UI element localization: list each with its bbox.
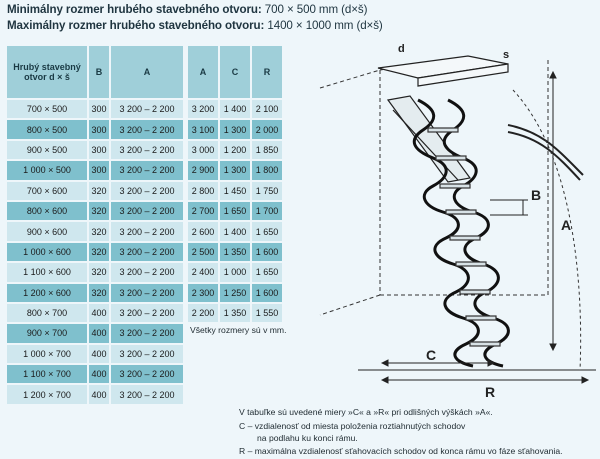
table-cell: 320 [89, 222, 109, 240]
table-cell: 3 200 – 2 200 [111, 222, 183, 240]
footnote-4: R – maximálna vzdialenosť sťahovacích schodov od konca rámu vo fáze sťahovania. [239, 446, 563, 456]
table-cell: 300 [89, 141, 109, 159]
table-cell: 1 750 [252, 182, 282, 200]
table-cell: 1 800 [252, 161, 282, 179]
footnote-2: C – vzdialenosť od miesta položenia roztiahnutých schodov [239, 421, 466, 431]
opening-row [7, 141, 183, 159]
table-cell: 3 000 [188, 141, 218, 159]
height-row [188, 161, 282, 179]
footnote-1: V tabuľke sú uvedené miery »C« a »R« pri odlišných výškách »A«. [239, 407, 493, 417]
table-cell: 300 [89, 100, 109, 118]
table-cell: 1 200 × 700 [7, 385, 87, 403]
max-dimension-line [7, 19, 383, 32]
table-cell: 3 200 – 2 200 [111, 100, 183, 118]
table-cell: 3 200 – 2 200 [111, 263, 183, 281]
height-row [188, 304, 282, 322]
table-cell: 700 × 600 [7, 182, 87, 200]
table-cell: 1 450 [220, 182, 250, 200]
table-cell: 320 [89, 182, 109, 200]
min-dimension-label: Minimálny rozmer hrubého stavebného otvoru: [7, 3, 262, 16]
table-cell: 900 × 700 [7, 324, 87, 342]
opening-row [7, 182, 183, 200]
opening-row [7, 202, 183, 220]
table-cell: 1 350 [220, 243, 250, 261]
table-cell: 3 200 – 2 200 [111, 284, 183, 302]
min-dimension-value: 700 × 500 mm (d×š) [264, 3, 368, 16]
table-cell: 3 200 – 2 200 [111, 202, 183, 220]
dimension-b [490, 200, 528, 215]
height-row [188, 100, 282, 118]
table-cell: 2 500 [188, 243, 218, 261]
table-cell: 1 850 [252, 141, 282, 159]
height-row [188, 284, 282, 302]
table-cell: 1 000 × 600 [7, 243, 87, 261]
attic-ladder-diagram [318, 40, 598, 405]
table-cell: 1 600 [252, 243, 282, 261]
table-cell: 2 600 [188, 222, 218, 240]
label-c: C [426, 347, 437, 363]
opening-row [7, 304, 183, 322]
header-a-range: A [111, 46, 183, 98]
table-cell: 2 800 [188, 182, 218, 200]
table-cell: 1 100 × 700 [7, 365, 87, 383]
opening-row [7, 161, 183, 179]
height-row [188, 243, 282, 261]
table-cell: 3 200 – 2 200 [111, 385, 183, 403]
table-cell: 1 650 [220, 202, 250, 220]
table-cell: 3 200 – 2 200 [111, 120, 183, 138]
table-cell: 320 [89, 202, 109, 220]
table-cell: 3 200 – 2 200 [111, 182, 183, 200]
height-row [188, 120, 282, 138]
header-c: C [220, 46, 250, 98]
table-cell: 300 [89, 161, 109, 179]
opening-row [7, 243, 183, 261]
header-opening: Hrubý stavebný otvor d × š [7, 46, 87, 98]
table-cell: 800 × 600 [7, 202, 87, 220]
table-cell: 1 200 [220, 141, 250, 159]
max-dimension-value: 1400 × 1000 mm (d×š) [267, 19, 383, 32]
table-cell: 3 100 [188, 120, 218, 138]
table-cell: 1 300 [220, 120, 250, 138]
label-d: d [398, 43, 405, 55]
height-row [188, 141, 282, 159]
table-cell: 3 200 – 2 200 [111, 345, 183, 363]
table-cell: 1 000 × 500 [7, 161, 87, 179]
opening-row [7, 263, 183, 281]
room-outline [320, 60, 548, 315]
table-cell: 1 300 [220, 161, 250, 179]
handrail [508, 125, 583, 180]
opening-row [7, 222, 183, 240]
table-cell: 1 250 [220, 284, 250, 302]
table-cell: 800 × 700 [7, 304, 87, 322]
height-row [188, 222, 282, 240]
table-cell: 2 400 [188, 263, 218, 281]
table-cell: 3 200 – 2 200 [111, 304, 183, 322]
opening-row [7, 284, 183, 302]
table-cell: 1 000 [220, 263, 250, 281]
table-cell: 2 100 [252, 100, 282, 118]
table-cell: 400 [89, 324, 109, 342]
table-cell: 400 [89, 385, 109, 403]
table-cell: 1 400 [220, 100, 250, 118]
min-dimension-line [7, 3, 367, 16]
opening-row [7, 345, 183, 363]
table-cell: 3 200 – 2 200 [111, 161, 183, 179]
table-cell: 1 000 × 700 [7, 345, 87, 363]
table-cell: 320 [89, 243, 109, 261]
table-cell: 1 400 [220, 222, 250, 240]
header-a: A [188, 46, 218, 98]
hatch-frame [378, 56, 508, 86]
table-cell: 3 200 [188, 100, 218, 118]
opening-size-table [5, 44, 185, 406]
units-note: Všetky rozmery sú v mm. [190, 325, 287, 335]
table-cell: 2 900 [188, 161, 218, 179]
dimension-c [382, 360, 494, 366]
table-cell: 1 600 [252, 284, 282, 302]
opening-row [7, 385, 183, 403]
dimension-a [550, 72, 556, 350]
header-r: R [252, 46, 282, 98]
table-cell: 320 [89, 263, 109, 281]
height-row [188, 182, 282, 200]
table-cell: 400 [89, 345, 109, 363]
table-cell: 1 550 [252, 304, 282, 322]
table-cell: 700 × 500 [7, 100, 87, 118]
table-cell: 400 [89, 365, 109, 383]
table-cell: 2 000 [252, 120, 282, 138]
table-cell: 2 200 [188, 304, 218, 322]
opening-row [7, 100, 183, 118]
table-cell: 320 [89, 284, 109, 302]
max-dimension-label: Maximálny rozmer hrubého stavebného otvoru: [7, 19, 265, 32]
table-cell: 3 200 – 2 200 [111, 243, 183, 261]
table-cell: 1 200 × 600 [7, 284, 87, 302]
table-cell: 2 300 [188, 284, 218, 302]
label-b: B [531, 187, 542, 203]
height-row [188, 263, 282, 281]
table-cell: 300 [89, 120, 109, 138]
table-cell: 800 × 500 [7, 120, 87, 138]
dimension-r [382, 377, 588, 383]
opening-row [7, 365, 183, 383]
table-cell: 400 [89, 304, 109, 322]
opening-row [7, 120, 183, 138]
table-cell: 3 200 – 2 200 [111, 365, 183, 383]
opening-row [7, 324, 183, 342]
table-cell: 1 650 [252, 222, 282, 240]
table-cell: 1 650 [252, 263, 282, 281]
table-cell: 3 200 – 2 200 [111, 324, 183, 342]
label-r: R [485, 384, 496, 400]
table-cell: 3 200 – 2 200 [111, 141, 183, 159]
table-cell: 900 × 600 [7, 222, 87, 240]
label-a: A [561, 217, 572, 233]
height-distance-table [186, 44, 284, 324]
table-cell: 1 350 [220, 304, 250, 322]
height-row [188, 202, 282, 220]
label-s: s [503, 49, 510, 61]
table-cell: 900 × 500 [7, 141, 87, 159]
table-cell: 1 100 × 600 [7, 263, 87, 281]
table-cell: 1 700 [252, 202, 282, 220]
table-cell: 2 700 [188, 202, 218, 220]
footnote-3: na podlahu ku konci rámu. [257, 433, 358, 443]
header-b: B [89, 46, 109, 98]
